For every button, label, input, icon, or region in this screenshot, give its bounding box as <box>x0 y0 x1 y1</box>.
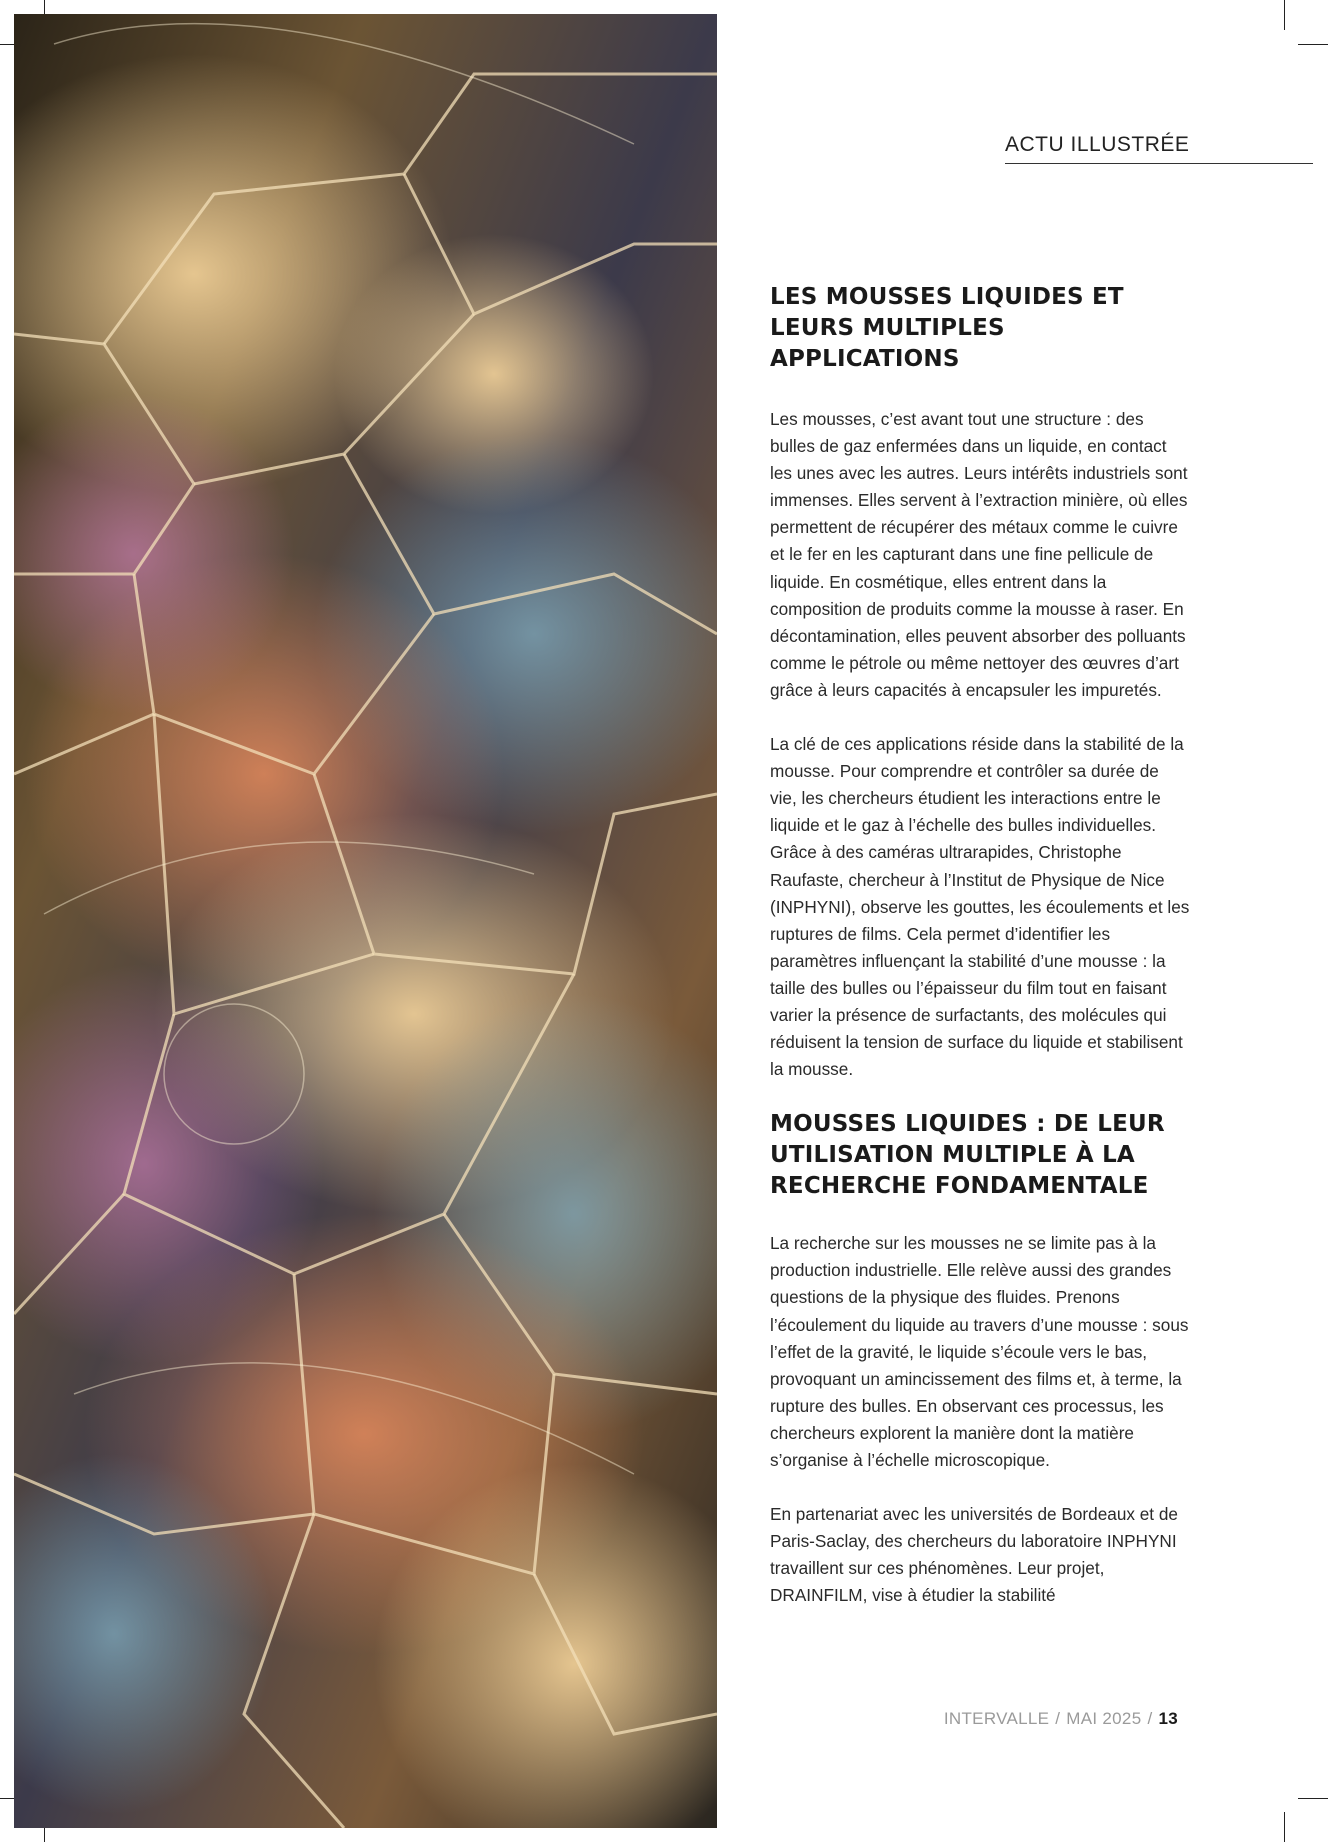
page-number: 13 <box>1158 1709 1178 1728</box>
article-paragraph-2: La clé de ces applications réside dans la stabilité de la mousse. Pour comprendre et contrôler sa durée de vie, les chercheurs étudient les interactions entre le liquide et le gaz à l’échelle des bulles individuelles. Grâce à des caméras ultrarapides, Christophe Raufaste, chercheur à l’Institut de Physique de Nice (INPHYNI), observe les gouttes, les écoulements et les ruptures de films. Cela permet d’identifier les paramètres influençant la stabilité d’une mousse : la taille des bulles ou l’épaisseur du film tout en faisant varier la présence de surfactants, des molécules qui réduisent la tension de surface du liquide et stabilisent la mousse. <box>770 734 1190 1080</box>
bubble-foam-illustration <box>14 14 717 1828</box>
issue-date: MAI 2025 <box>1066 1709 1142 1728</box>
footer-separator: / <box>1147 1709 1153 1728</box>
bubble-foam-photo <box>14 14 717 1828</box>
crop-mark <box>1284 0 1285 30</box>
article-paragraph-1: Les mousses, c’est avant tout une structure : des bulles de gaz enfermées dans un liquide, en contact les unes avec les autres. Leurs intérêts industriels sont immenses. Elles servent à l’extraction minière, où elles permettent de récupérer des métaux comme le cuivre et le fer en les capturant dans une fine pellicule de liquide. En cosmétique, elles entrent dans la composition de produits comme la mousse à raser. En décontamination, elles peuvent absorber des polluants comme le pétrole ou même nettoyer des œuvres d’art grâce à leurs capacités à encapsuler les impuretés. <box>770 409 1188 700</box>
crop-mark <box>1298 1798 1328 1799</box>
magazine-name: INTERVALLE <box>943 1709 1050 1728</box>
article-heading-2: MOUSSES LIQUIDES : DE LEUR UTILISATION MULTIPLE À LA RECHERCHE FONDAMENTALE <box>770 1111 1165 1200</box>
crop-mark <box>1298 44 1328 45</box>
section-label: ACTU ILLUSTRÉE <box>1005 133 1313 164</box>
article-heading-1: LES MOUSSES LIQUIDES ET LEURS MULTIPLES APPLICATIONS <box>770 284 1124 372</box>
footer-separator: / <box>1055 1709 1061 1728</box>
article <box>770 282 1190 1609</box>
page-footer <box>944 1709 1178 1729</box>
article-paragraph-3: La recherche sur les mousses ne se limite pas à la production industrielle. Elle relève aussi des grandes questions de la physique des fluides. Prenons l’écoulement du liquide au travers d’une mousse : sous l’effet de la gravité, le liquide s’écoule vers le bas, provoquant un amincissement des films et, à terme, la rupture des bulles. En observant ces processus, les chercheurs explorent la manière dont la matière s’organise à l’échelle microscopique. <box>770 1233 1189 1470</box>
article-paragraph-4: En partenariat avec les universités de Bordeaux et de Paris-Saclay, des chercheurs du laboratoire INPHYNI travaillent sur ces phénomènes. Leur projet, DRAINFILM, vise à étudier la stabilité <box>770 1504 1178 1606</box>
crop-mark <box>1284 1812 1285 1842</box>
